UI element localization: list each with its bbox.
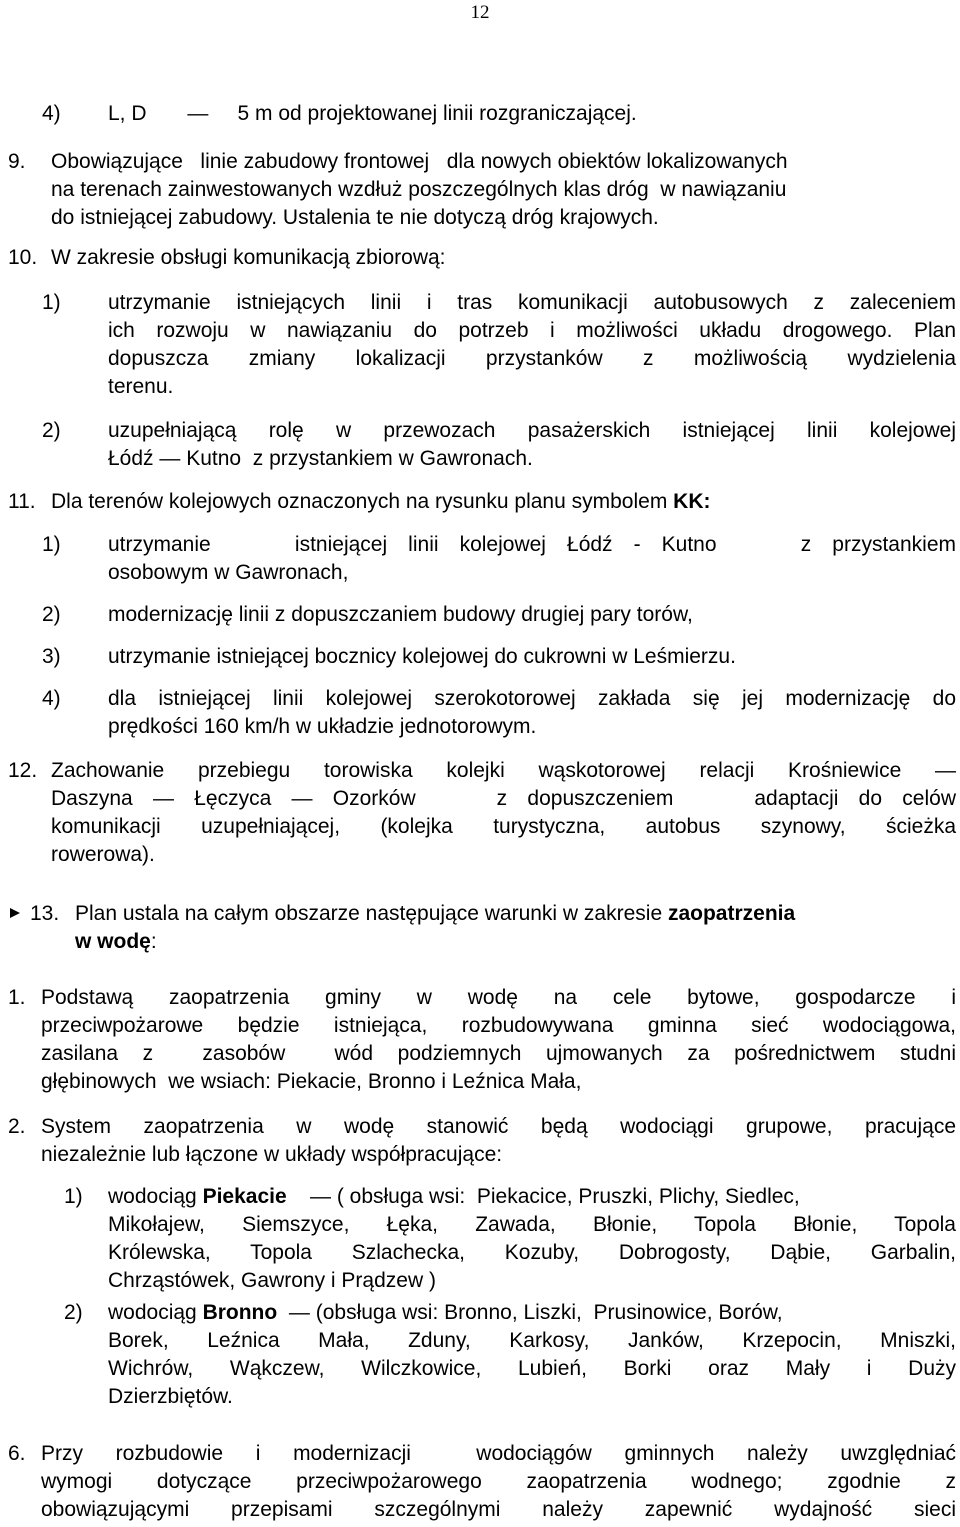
section-intro	[51, 489, 710, 515]
section-heading-text: Plan ustala na całym obszarze następujące warunki w zakresie	[75, 902, 668, 925]
list-number: 1)	[42, 533, 61, 556]
paragraph-line: na terenach zainwestowanych wzdłuż poszczególnych klas dróg w nawiązaniu	[51, 178, 787, 201]
section-number: 10.	[8, 246, 38, 269]
list-number: 1)	[42, 291, 61, 314]
bullet-icon	[4, 900, 30, 933]
section-number: 2.	[8, 1115, 26, 1138]
list-item-text: modernizację linii z dopuszczaniem budowy drugiej pary torów,	[108, 603, 693, 626]
waterworks-name: Bronno	[202, 1301, 278, 1324]
list-item-prefix: wodociąg	[108, 1301, 203, 1324]
paragraph-line: System zaopatrzenia w wodę stanowić będą wodociągi grupowe, pracujące	[41, 1115, 956, 1138]
paragraph-line: wymogi dotyczące przeciwpożarowego zaopatrzenia wodnego; zgodnie z	[41, 1470, 956, 1493]
paragraph-line: do istniejącej zabudowy. Ustalenia te nie dotyczą dróg krajowych.	[51, 206, 659, 229]
paragraph-line: Obowiązujące linie zabudowy frontowej dla nowych obiektów lokalizowanych	[51, 150, 788, 173]
section-number: 9.	[8, 150, 26, 173]
section-number: 1.	[8, 986, 26, 1009]
list-item-text: L, D — 5 m od projektowanej linii rozgraniczającej.	[108, 102, 637, 125]
section-heading-cont	[75, 929, 157, 955]
section-number: 11.	[8, 490, 36, 513]
list-item-line: Królewska, Topola Szlachecka, Kozuby, Dobrogosty, Dąbie, Garbalin,	[108, 1241, 956, 1264]
list-number: 2)	[42, 603, 61, 626]
list-item-prefix: wodociąg	[108, 1185, 203, 1208]
section-number: 12.	[8, 759, 38, 782]
list-item-line: prędkości 160 km/h w układzie jednotorowym.	[108, 715, 537, 738]
list-item-line: Chrząstówek, Gawrony i Prądzew )	[108, 1269, 436, 1292]
list-item-rest: — ( obsługa wsi: Piekacice, Pruszki, Plichy, Siedlec,	[286, 1185, 800, 1208]
section-intro: W zakresie obsługi komunikacją zbiorową:	[51, 246, 446, 269]
list-item-line: dla istniejącej linii kolejowej szerokotorowej zakłada się jej modernizację do	[108, 687, 956, 710]
list-number: 4)	[42, 102, 61, 125]
list-item-line: osobowym w Gawronach,	[108, 561, 349, 584]
paragraph-line: obowiązującymi przepisami szczególnymi należy zapewnić wydajność sieci	[41, 1498, 956, 1521]
paragraph-line: Zachowanie przebiegu torowiska kolejki wąskotorowej relacji Krośniewice —	[51, 759, 956, 782]
section-heading-colon: :	[150, 930, 157, 953]
list-number: 4)	[42, 687, 61, 710]
list-item-line	[108, 1184, 800, 1210]
section-heading-bold: w wodę	[75, 930, 151, 953]
list-item-line: dopuszcza zmiany lokalizacji przystanków z możliwością wydzielenia	[108, 347, 956, 370]
list-item-line: Borek, Leźnica Mała, Zduny, Karkosy, Janków, Krzepocin, Mniszki,	[108, 1329, 956, 1352]
section-heading-bold: zaopatrzenia	[667, 902, 796, 925]
list-item-text: utrzymanie istniejącej bocznicy kolejowej do cukrowni w Leśmierzu.	[108, 645, 736, 668]
list-item-line: ich rozwoju w nawiązaniu do potrzeb i możliwości układu drogowego. Plan	[108, 319, 956, 342]
list-item-line: uzupełniającą rolę w przewozach pasażerskich istniejącej linii kolejowej	[108, 419, 956, 442]
paragraph-line: Daszyna — Łęczyca — Ozorków z dopuszczeniem adaptacji do celów	[51, 787, 956, 810]
symbol-kk: KK:	[673, 490, 711, 513]
paragraph-line: Przy rozbudowie i modernizacji wodociągów gminnych należy uwzględniać	[41, 1442, 956, 1465]
paragraph-line: zasilana z zasobów wód podziemnych ujmowanych za pośrednictwem studni	[41, 1042, 956, 1065]
list-item-line: terenu.	[108, 375, 174, 398]
paragraph-line: Podstawą zaopatrzenia gminy w wodę na cele bytowe, gospodarcze i	[41, 986, 956, 1009]
list-number: 2)	[64, 1301, 83, 1324]
arrowhead-icon	[4, 900, 30, 926]
list-item-line: utrzymanie istniejących linii i tras komunikacji autobusowych z zaleceniem	[108, 291, 956, 314]
list-item-line: utrzymanie istniejącej linii kolejowej Łódź - Kutno z przystankiem	[108, 533, 956, 556]
paragraph-line: komunikacji uzupełniającej, (kolejka turystyczna, autobus szynowy, ścieżka	[51, 815, 956, 838]
list-item-line: Łódź — Kutno z przystankiem w Gawronach.	[108, 447, 533, 470]
list-number: 3)	[42, 645, 61, 668]
list-item-line	[108, 1300, 783, 1326]
list-number: 1)	[64, 1185, 83, 1208]
list-item-line: Mikołajew, Siemszyce, Łęka, Zawada, Błonie, Topola Błonie, Topola	[108, 1213, 956, 1236]
list-item-line: Dzierzbiętów.	[108, 1385, 233, 1408]
list-item-rest: — (obsługa wsi: Bronno, Liszki, Prusinowice, Borów,	[277, 1301, 783, 1324]
page-number: 12	[470, 2, 490, 23]
section-heading	[75, 901, 795, 927]
section-intro-text: Dla terenów kolejowych oznaczonych na rysunku planu symbolem	[51, 490, 674, 513]
waterworks-name: Piekacie	[202, 1185, 287, 1208]
section-number: 6.	[8, 1442, 26, 1465]
list-number: 2)	[42, 419, 61, 442]
paragraph-line: przeciwpożarowe będzie istniejąca, rozbudowywana gminna sieć wodociągowa,	[41, 1014, 956, 1037]
paragraph-line: rowerowa).	[51, 843, 155, 866]
paragraph-line: głębinowych we wsiach: Piekacie, Bronno i Leźnica Mała,	[41, 1070, 582, 1093]
paragraph-line: niezależnie lub łączone w układy współpracujące:	[41, 1143, 503, 1166]
list-item-line: Wichrów, Wąkczew, Wilczkowice, Lubień, Borki oraz Mały i Duży	[108, 1357, 956, 1380]
section-number: 13.	[30, 902, 60, 925]
